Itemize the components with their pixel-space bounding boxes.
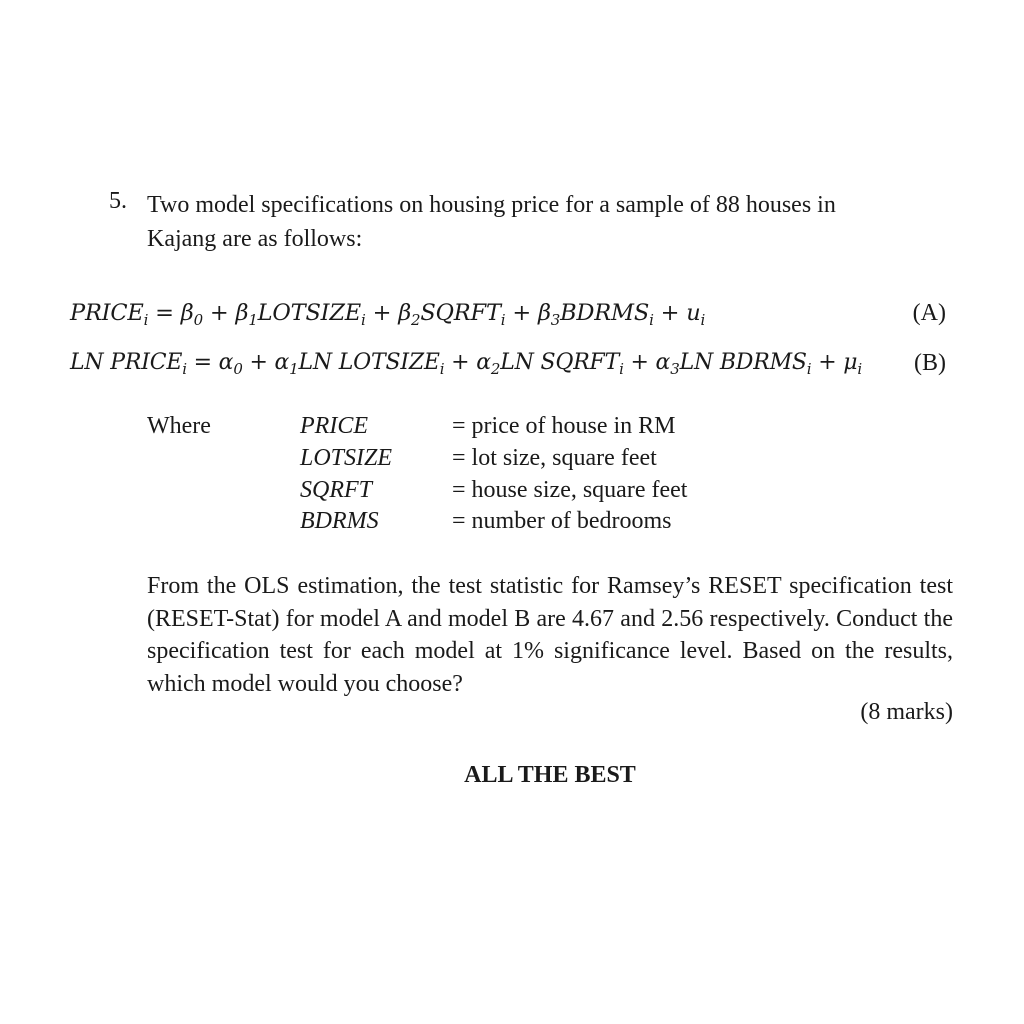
definition-description: = lot size, square feet <box>452 445 657 471</box>
definition-variable: LOTSIZE <box>300 445 393 471</box>
where-label: Where <box>147 413 211 439</box>
definition-description: = house size, square feet <box>452 477 688 503</box>
task-paragraph: From the OLS estimation, the test statistic for Ramsey’s RESET specification test (RESET-Stat) for model A and model B are 4.67 and 2.56 respectively. Conduct the specification test for each model at 1% significance level. Based on the results, which model would you choose? <box>147 573 953 697</box>
definition-description: = number of bedrooms <box>452 508 672 534</box>
question-intro: Two model specifications on housing price for a sample of 88 houses in Kajang are as follows: <box>147 192 836 252</box>
eq-b-lhs: LN PRICE <box>70 350 183 375</box>
marks-label: (8 marks) <box>860 699 953 725</box>
closing-text: ALL THE BEST <box>464 762 636 788</box>
definition-variable: BDRMS <box>300 508 379 534</box>
definition-variable: PRICE <box>300 413 368 439</box>
equation-a-label: (A) <box>912 300 946 326</box>
definition-variable: SQRFT <box>300 477 372 503</box>
eq-a-lhs: PRICE <box>70 300 144 326</box>
equation-b: LN $PRICE_i = \alpha_0 + \alpha_1LN$ $LOTSIZE_i + \alpha_2LN$ $SQRFT_i + \alpha_3LN$ $BDRMS_i + \mu_i$ <box>70 350 862 378</box>
question-number: 5. <box>109 188 127 214</box>
equation-a: $PRICE_i = \beta_0$ + $\beta_1LOTSIZE_i$ + $\beta_2SQRFT_i$ + $\beta_3BDRMS_i + u_i$ <box>70 300 706 329</box>
definition-description: = price of house in RM <box>452 413 676 439</box>
equation-b-label: (B) <box>914 350 946 376</box>
